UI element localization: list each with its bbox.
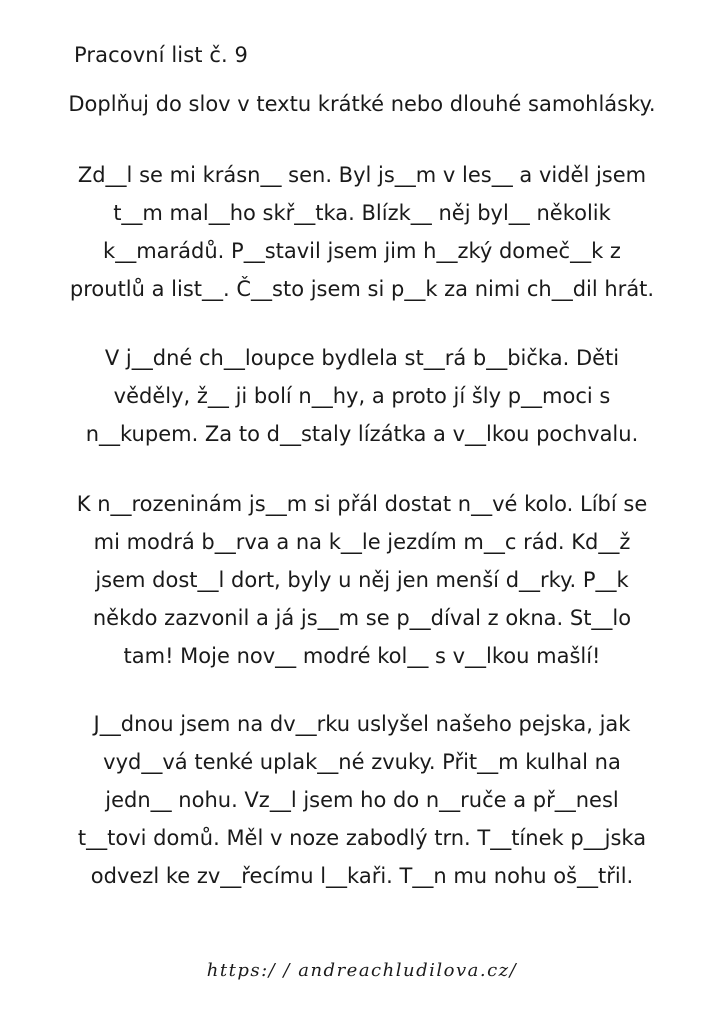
worksheet-instruction: Doplňuj do slov v textu krátké nebo dlouhé samohlásky. xyxy=(68,92,656,116)
paragraph-3 xyxy=(0,485,724,675)
text-line: n__kupem. Za to d__staly lízátka a v__lkou pochvalu. xyxy=(85,422,639,446)
text-line: mi modrá b__rva a na k__le jezdím m__c rád. Kd__ž xyxy=(93,530,631,554)
text-line: jsem dost__l dort, byly u něj jen menší d__rky. P__k xyxy=(95,568,629,592)
text-line: odvezl ke zv__řecímu l__kaři. T__n mu nohu oš__třil. xyxy=(90,864,634,888)
text-line: někdo zazvonil a já js__m se p__díval z okna. St__lo xyxy=(92,606,632,630)
text-line: t__m mal__ho skř__tka. Blízk__ něj byl__ několik xyxy=(113,201,611,225)
text-line: jedn__ nohu. Vz__l jsem ho do n__ruče a př__nesl xyxy=(105,788,619,812)
text-line: vyd__vá tenké uplak__né zvuky. Přit__m kulhal na xyxy=(103,750,621,774)
worksheet-title: Pracovní list č. 9 xyxy=(74,43,249,67)
text-line: Zd__l se mi krásn__ sen. Byl js__m v les__ a viděl jsem xyxy=(77,163,647,187)
footer-url: https:/ / andreachludilova.cz/ xyxy=(206,960,518,981)
text-line: J__dnou jsem na dv__rku uslyšel našeho pejska, jak xyxy=(93,712,631,736)
text-line: tam! Moje nov__ modré kol__ s v__lkou mašlí! xyxy=(123,644,601,668)
text-line: K n__rozeninám js__m si přál dostat n__vé kolo. Líbí se xyxy=(76,492,648,516)
text-line: věděly, ž__ ji bolí n__hy, a proto jí šly p__moci s xyxy=(113,384,611,408)
paragraph-1 xyxy=(0,156,724,308)
text-line: t__tovi domů. Měl v noze zabodlý trn. T__tínek p__jska xyxy=(77,826,647,850)
text-line: V j__dné ch__loupce bydlela st__rá b__bička. Děti xyxy=(104,346,620,370)
paragraph-2 xyxy=(0,339,724,453)
paragraph-4 xyxy=(0,705,724,895)
text-line: k__marádů. P__stavil jsem jim h__zký domeč__k z xyxy=(103,239,621,263)
text-line: proutlů a list__. Č__sto jsem si p__k za nimi ch__dil hrát. xyxy=(69,277,655,301)
